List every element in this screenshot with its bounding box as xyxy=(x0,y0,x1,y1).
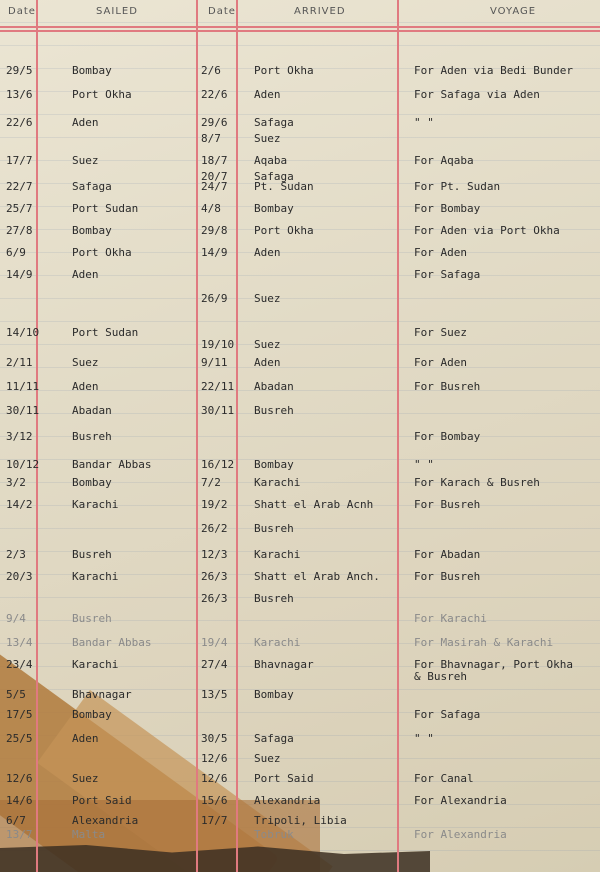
voyage-note: For Aden xyxy=(414,356,467,369)
sailed-port: Busreh xyxy=(72,612,112,625)
arrived-port: Suez xyxy=(254,338,281,351)
sailed-date: 14/10 xyxy=(6,326,40,339)
sailed-date: 27/8 xyxy=(6,224,33,237)
sailed-port: Bhavnagar xyxy=(72,688,132,701)
arrived-date: 9/11 xyxy=(201,356,228,369)
voyage-note: For Bombay xyxy=(414,430,481,443)
arrived-date: 15/6 xyxy=(201,794,228,807)
arrived-port: Alexandria xyxy=(254,794,321,807)
sailed-port: Karachi xyxy=(72,658,119,671)
sailed-date: 2/3 xyxy=(6,548,26,561)
arrived-date: 26/2 xyxy=(201,522,228,535)
voyage-note: For Karachi xyxy=(414,612,487,625)
arrived-port: Tobruk xyxy=(254,828,294,841)
voyage-note: & Busreh xyxy=(414,670,467,683)
sailed-date: 25/5 xyxy=(6,732,33,745)
arrived-date: 22/6 xyxy=(201,88,228,101)
arrived-port: Bombay xyxy=(254,458,294,471)
sailed-date: 13/7 xyxy=(6,828,33,841)
arrived-port: Safaga xyxy=(254,732,294,745)
arrived-date: 29/8 xyxy=(201,224,228,237)
voyage-note: " " xyxy=(414,116,434,129)
sailed-port: Bandar Abbas xyxy=(72,636,152,649)
voyage-note: For Busreh xyxy=(414,380,481,393)
sailed-date: 3/2 xyxy=(6,476,26,489)
sailed-date: 14/2 xyxy=(6,498,33,511)
arrived-port: Aqaba xyxy=(254,154,288,167)
sailed-date: 2/11 xyxy=(6,356,33,369)
arrived-port: Pt. Sudan xyxy=(254,180,314,193)
sailed-date: 17/7 xyxy=(6,154,33,167)
sailed-port: Malta xyxy=(72,828,106,841)
arrived-port: Busreh xyxy=(254,592,294,605)
arrived-port: Tripoli, Libia xyxy=(254,814,347,827)
arrived-date: 2/6 xyxy=(201,64,221,77)
arrived-date: 22/11 xyxy=(201,380,235,393)
arrived-date: 29/6 xyxy=(201,116,228,129)
sailed-date: 25/7 xyxy=(6,202,33,215)
sailed-port: Aden xyxy=(72,732,99,745)
arrived-date: 20/7 xyxy=(201,170,228,183)
sailed-date: 14/6 xyxy=(6,794,33,807)
arrived-date: 24/7 xyxy=(201,180,228,193)
voyage-note: " " xyxy=(414,458,434,471)
arrived-date: 18/7 xyxy=(201,154,228,167)
arrived-port: Shatt el Arab Anch. xyxy=(254,570,380,583)
arrived-port: Suez xyxy=(254,292,281,305)
voyage-note: For Bhavnagar, Port Okha xyxy=(414,658,573,671)
voyage-note: For Busreh xyxy=(414,498,481,511)
sailed-port: Bandar Abbas xyxy=(72,458,152,471)
arrived-port: Shatt el Arab Acnh xyxy=(254,498,374,511)
voyage-note: For Pt. Sudan xyxy=(414,180,501,193)
arrived-date: 19/2 xyxy=(201,498,228,511)
sailed-port: Aden xyxy=(72,380,99,393)
sailed-port: Port Okha xyxy=(72,246,132,259)
arrived-port: Bombay xyxy=(254,202,294,215)
header-rule xyxy=(0,30,600,32)
sailed-port: Port Sudan xyxy=(72,326,139,339)
sailed-port: Port Said xyxy=(72,794,132,807)
arrived-port: Karachi xyxy=(254,476,301,489)
arrived-date: 7/2 xyxy=(201,476,221,489)
voyage-note: For Masirah & Karachi xyxy=(414,636,554,649)
sailed-date: 23/4 xyxy=(6,658,33,671)
sailed-port: Alexandria xyxy=(72,814,139,827)
arrived-port: Safaga xyxy=(254,116,294,129)
voyage-note: For Aden xyxy=(414,246,467,259)
sailed-date: 12/6 xyxy=(6,772,33,785)
arrived-port: Aden xyxy=(254,246,281,259)
arrived-date: 19/10 xyxy=(201,338,235,351)
voyage-note: For Alexandria xyxy=(414,794,507,807)
voyage-note: For Safaga xyxy=(414,708,481,721)
sailed-date: 20/3 xyxy=(6,570,33,583)
arrived-port: Busreh xyxy=(254,404,294,417)
arrived-date: 12/6 xyxy=(201,772,228,785)
arrived-date: 12/6 xyxy=(201,752,228,765)
sailed-port: Safaga xyxy=(72,180,112,193)
header-voyage: VOYAGE xyxy=(490,6,537,17)
sailed-port: Bombay xyxy=(72,64,112,77)
arrived-date: 4/8 xyxy=(201,202,221,215)
arrived-port: Port Okha xyxy=(254,64,314,77)
header-sailed: SAILED xyxy=(96,6,138,17)
arrived-port: Abadan xyxy=(254,380,294,393)
sailed-date: 30/11 xyxy=(6,404,40,417)
voyage-note: For Safaga xyxy=(414,268,481,281)
arrived-port: Aden xyxy=(254,356,281,369)
arrived-date: 19/4 xyxy=(201,636,228,649)
sailed-date: 5/5 xyxy=(6,688,26,701)
arrived-port: Busreh xyxy=(254,522,294,535)
voyage-note: For Abadan xyxy=(414,548,481,561)
sailed-port: Abadan xyxy=(72,404,112,417)
arrived-date: 17/7 xyxy=(201,814,228,827)
sailed-port: Busreh xyxy=(72,430,112,443)
voyage-note: For Aden via Port Okha xyxy=(414,224,560,237)
sailed-port: Port Okha xyxy=(72,88,132,101)
sailed-date: 13/4 xyxy=(6,636,33,649)
arrived-date: 26/9 xyxy=(201,292,228,305)
voyage-note: For Canal xyxy=(414,772,474,785)
voyage-note: For Karach & Busreh xyxy=(414,476,540,489)
arrived-date: 30/11 xyxy=(201,404,235,417)
sailed-port: Suez xyxy=(72,356,99,369)
voyage-note: " " xyxy=(414,732,434,745)
arrived-port: Suez xyxy=(254,752,281,765)
sailed-date: 17/5 xyxy=(6,708,33,721)
arrived-port: Aden xyxy=(254,88,281,101)
sailed-date: 22/7 xyxy=(6,180,33,193)
arrived-date: 30/5 xyxy=(201,732,228,745)
sailed-date: 29/5 xyxy=(6,64,33,77)
sailed-port: Aden xyxy=(72,116,99,129)
sailed-date: 6/7 xyxy=(6,814,26,827)
voyage-note: For Busreh xyxy=(414,570,481,583)
sailed-port: Busreh xyxy=(72,548,112,561)
voyage-note: For Bombay xyxy=(414,202,481,215)
sailed-date: 14/9 xyxy=(6,268,33,281)
voyage-note: For Aden via Bedi Bunder xyxy=(414,64,573,77)
sailed-date: 6/9 xyxy=(6,246,26,259)
sailed-port: Suez xyxy=(72,154,99,167)
column-rule xyxy=(397,0,399,872)
sailed-port: Bombay xyxy=(72,476,112,489)
arrived-date: 12/3 xyxy=(201,548,228,561)
arrived-port: Karachi xyxy=(254,636,301,649)
sailed-date: 9/4 xyxy=(6,612,26,625)
header-date-arrived: Date xyxy=(208,6,236,17)
arrived-port: Port Said xyxy=(254,772,314,785)
arrived-date: 27/4 xyxy=(201,658,228,671)
arrived-port: Port Okha xyxy=(254,224,314,237)
sailed-port: Karachi xyxy=(72,570,119,583)
voyage-note: For Alexandria xyxy=(414,828,507,841)
voyage-note: For Safaga via Aden xyxy=(414,88,540,101)
column-rule xyxy=(196,0,198,872)
voyage-note: For Suez xyxy=(414,326,467,339)
arrived-port: Bhavnagar xyxy=(254,658,314,671)
arrived-date: 14/9 xyxy=(201,246,228,259)
sailed-date: 3/12 xyxy=(6,430,33,443)
sailed-port: Port Sudan xyxy=(72,202,139,215)
sailed-date: 13/6 xyxy=(6,88,33,101)
arrived-port: Suez xyxy=(254,132,281,145)
sailed-date: 11/11 xyxy=(6,380,40,393)
arrived-port: Safaga xyxy=(254,170,294,183)
sailed-port: Bombay xyxy=(72,708,112,721)
sailed-port: Bombay xyxy=(72,224,112,237)
column-rule xyxy=(236,0,238,872)
arrived-port: Karachi xyxy=(254,548,301,561)
arrived-port: Bombay xyxy=(254,688,294,701)
sailed-port: Karachi xyxy=(72,498,119,511)
column-rule xyxy=(36,0,38,872)
header-arrived: ARRIVED xyxy=(294,6,346,17)
arrived-date: 8/7 xyxy=(201,132,221,145)
sailed-port: Suez xyxy=(72,772,99,785)
header-rule xyxy=(0,26,600,28)
arrived-date: 13/5 xyxy=(201,688,228,701)
arrived-date: 16/12 xyxy=(201,458,235,471)
header-date-sailed: Date xyxy=(8,6,36,17)
sailed-port: Aden xyxy=(72,268,99,281)
arrived-date: 26/3 xyxy=(201,570,228,583)
sailed-date: 22/6 xyxy=(6,116,33,129)
voyage-note: For Aqaba xyxy=(414,154,474,167)
sailed-date: 10/12 xyxy=(6,458,40,471)
arrived-date: 26/3 xyxy=(201,592,228,605)
